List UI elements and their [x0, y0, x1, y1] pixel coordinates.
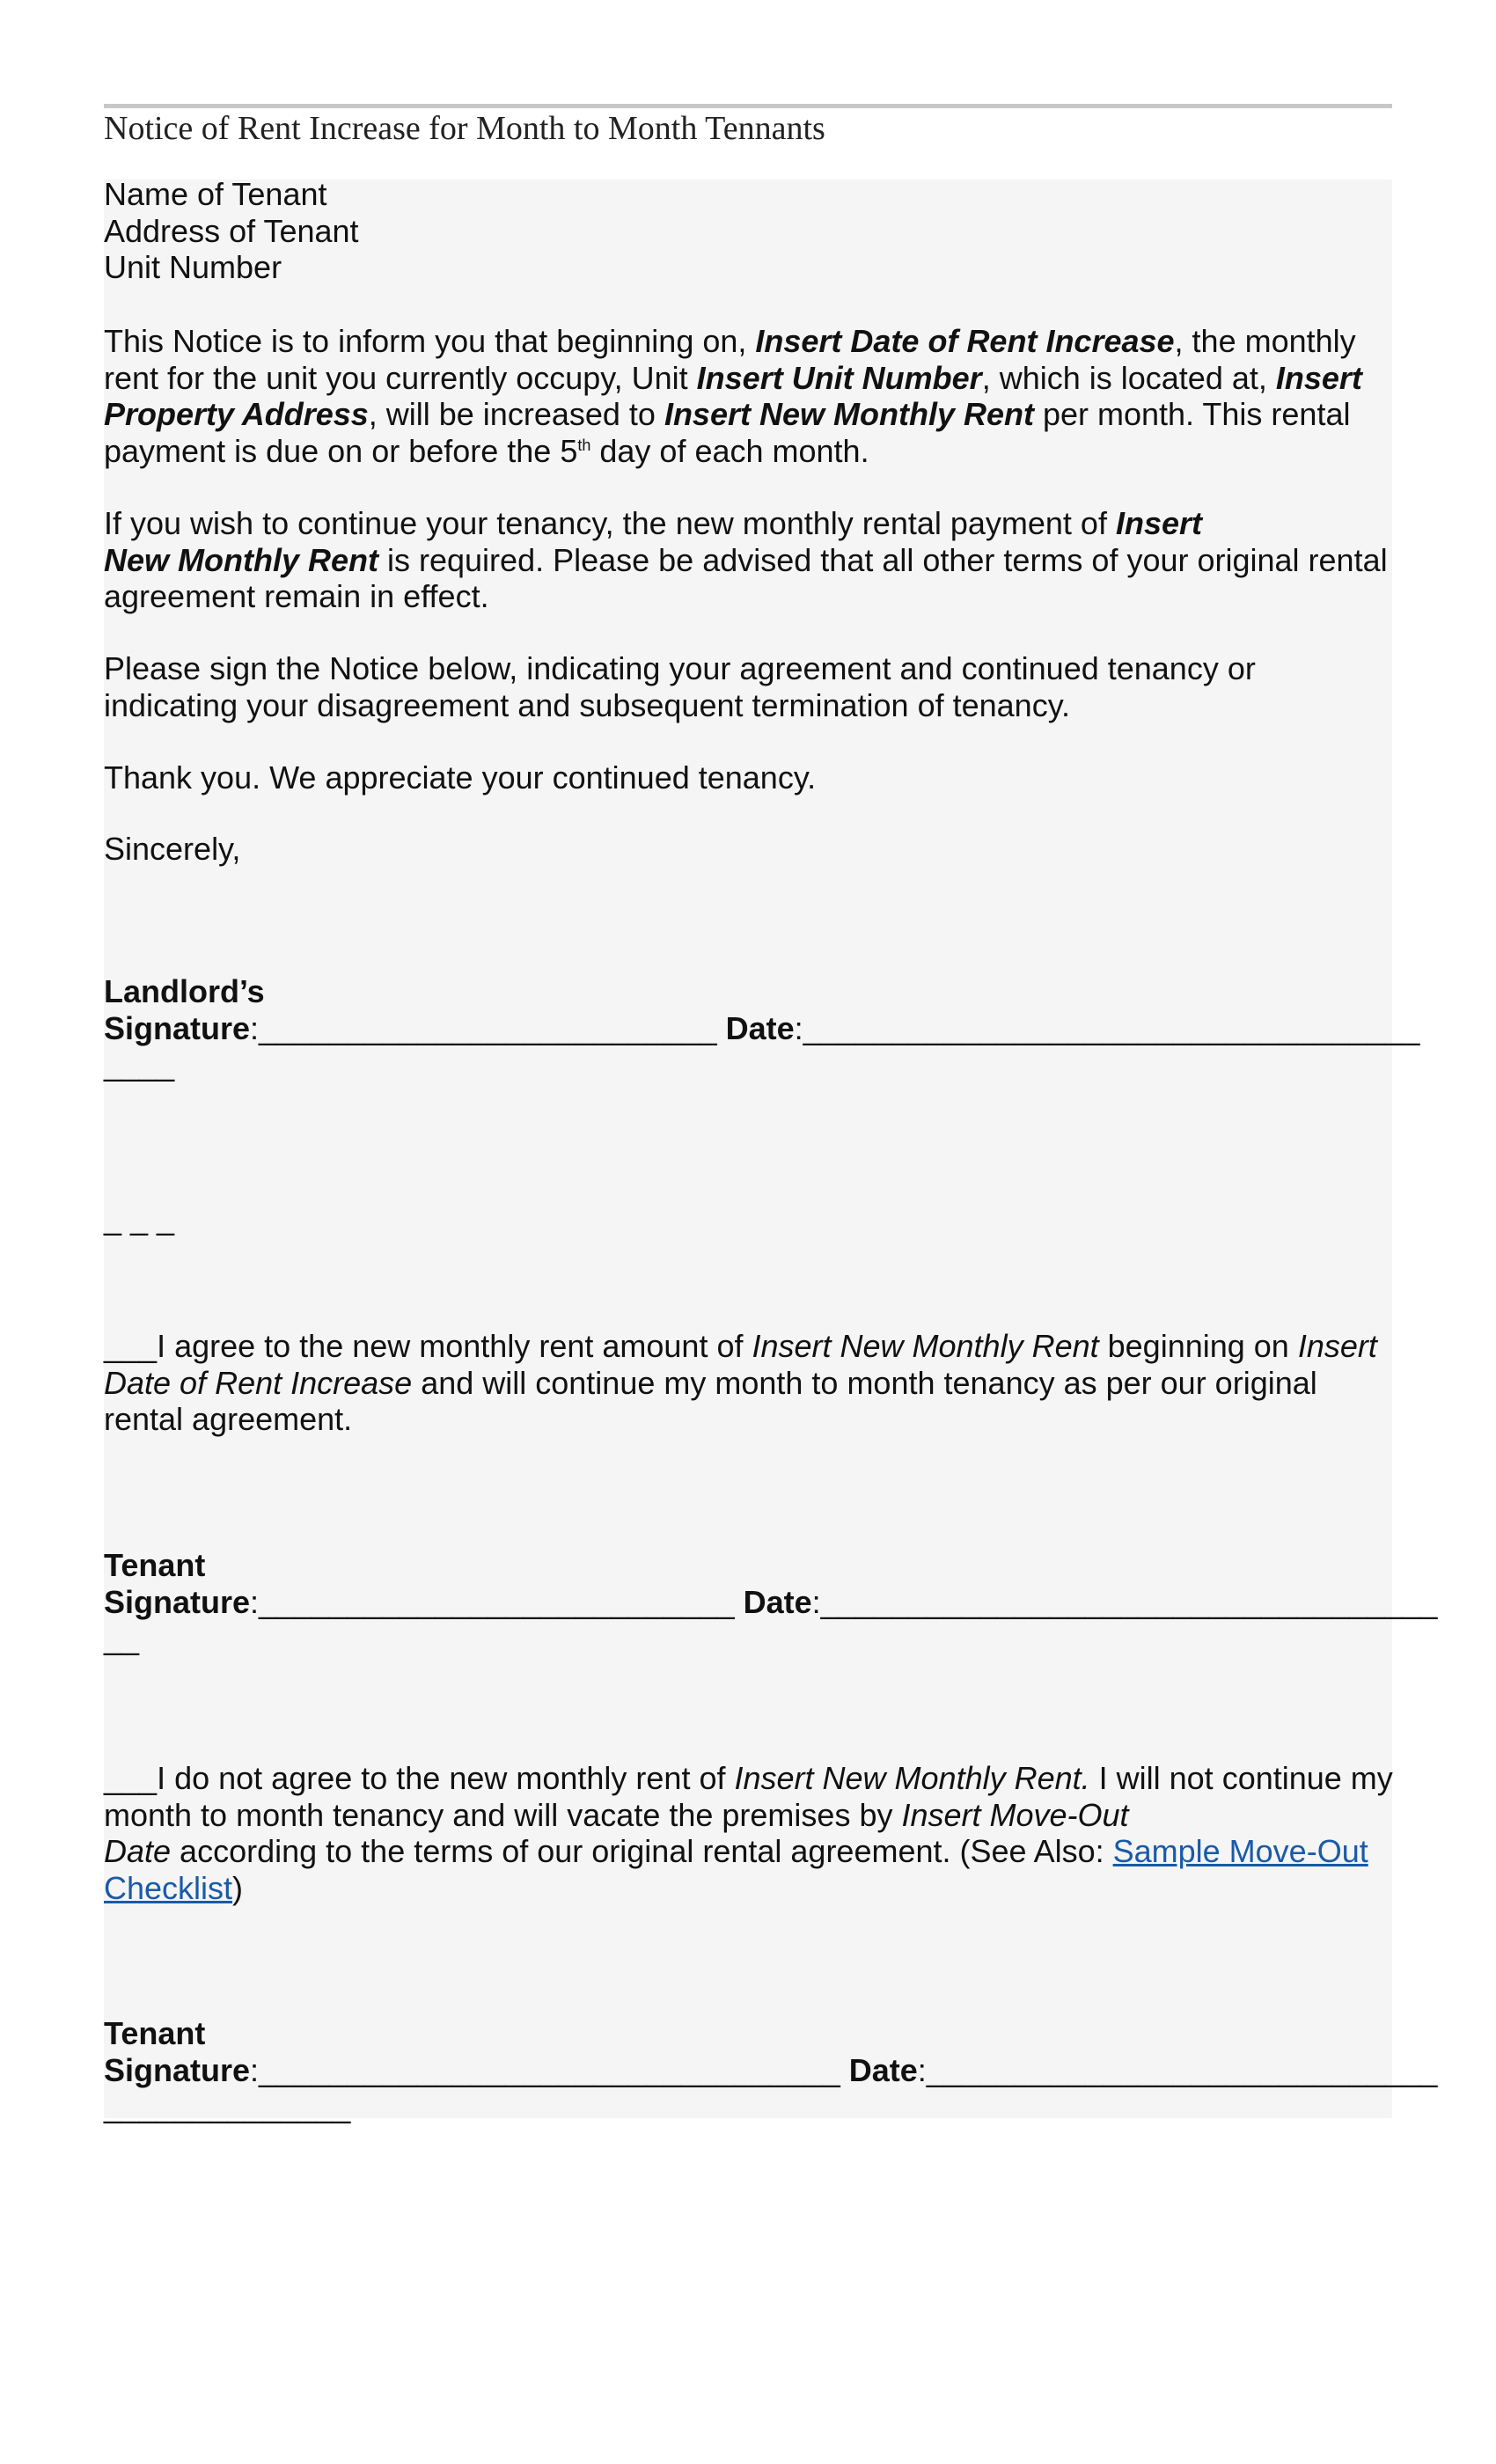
agree-checkbox-blank[interactable]: ___: [104, 1328, 158, 1364]
field-property-address: Insert Property Address: [104, 359, 1362, 432]
agree-option: ___I agree to the new monthly rent amount of Insert New Monthly Rent beginning on Insert Date of Rent Increase and will continue my month to month tenancy as per our original rental agreement.: [104, 1328, 1377, 1437]
paragraph-sign-instructions: Please sign the Notice below, indicating your agreement and continued tenancy or indicating your disagreement and subsequent termination of tenancy.: [104, 650, 1256, 723]
paragraph-notice: This Notice is to inform you that beginning on, Insert Date of Rent Increase, the monthly rent for the unit you currently occupy, Unit Insert Unit Number, which is located at, Insert Property Address, will be increased to Insert New Monthly Rent per month. This rental payment is due on or before the 5th day of each month.: [104, 323, 1362, 469]
tenant-signature-block-disagree: Tenant Signature:_________________________________ Date:_____________________________ ______________: [104, 2015, 1438, 2124]
landlord-date-line[interactable]: :___________________________________: [794, 1009, 1420, 1046]
tenant-date-line[interactable]: :___________________________________: [811, 1583, 1438, 1620]
field-new-monthly-rent: New Monthly Rent: [104, 541, 378, 578]
document-title: Notice of Rent Increase for Month to Month Tennants: [104, 110, 825, 147]
tenant-date-line[interactable]: :_____________________________: [917, 2051, 1438, 2088]
move-out-checklist-link[interactable]: Sample Move-Out Checklist: [104, 1833, 1368, 1906]
disagree-checkbox-blank[interactable]: ___: [104, 1760, 158, 1796]
closing: Sincerely,: [104, 831, 241, 867]
tenant-signature-line[interactable]: :___________________________: [250, 1583, 735, 1620]
tenant-header: [104, 176, 1397, 286]
field-new-monthly-rent: Insert: [1115, 505, 1203, 541]
field-unit-number: Insert Unit Number: [696, 359, 982, 396]
paragraph-continue-tenancy: If you wish to continue your tenancy, the new monthly rental payment of Insert New Monthly Rent is required. Please be advised that all other terms of your original rental agreement remain in effect.: [104, 505, 1388, 614]
landlord-signature-line[interactable]: :__________________________: [250, 1009, 717, 1046]
landlord-signature-block: Landlord’s Signature:__________________________ Date:___________________________________ ____: [104, 973, 1420, 1082]
unit-number-line: Unit Number: [104, 249, 282, 285]
tenant-signature-line[interactable]: :_________________________________: [250, 2051, 840, 2088]
paragraph-thank-you: Thank you. We appreciate your continued tenancy.: [104, 759, 817, 796]
disagree-option: ___I do not agree to the new monthly rent of Insert New Monthly Rent. I will not continue my month to month tenancy and will vacate the premises by Insert Move-Out Date according to the terms of our original rental agreement. (See Also: Sample Move-Out Checklist): [104, 1760, 1393, 1906]
field-date-of-increase: Insert Date of Rent Increase: [755, 323, 1175, 359]
tenant-address-line: Address of Tenant: [104, 212, 359, 249]
separator: _ _ _: [104, 1200, 175, 1236]
tenant-signature-block-agree: Tenant Signature:___________________________ Date:___________________________________ __: [104, 1547, 1438, 1656]
field-new-monthly-rent: Insert New Monthly Rent: [664, 396, 1034, 432]
landlord-label: Landlord’s: [104, 973, 265, 1009]
tenant-name-line: Name of Tenant: [104, 176, 327, 212]
